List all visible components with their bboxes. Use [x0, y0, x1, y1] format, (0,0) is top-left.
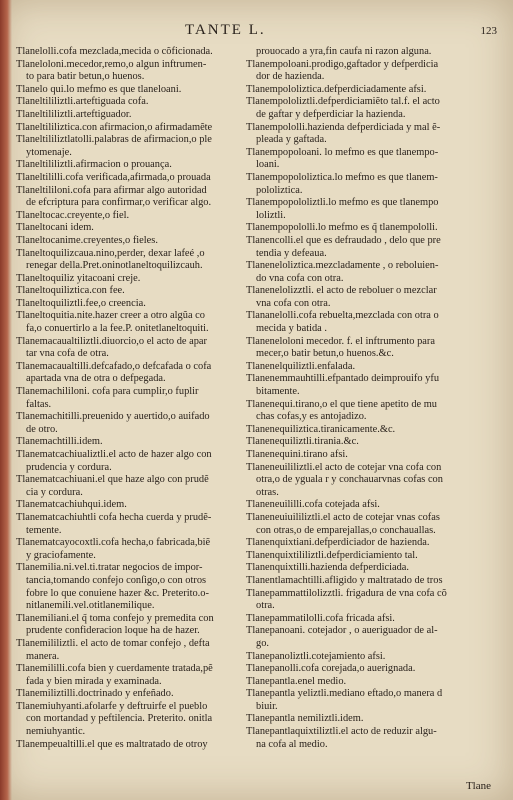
text-line: Tlaneltoquiliztli.fee,o creencia. [16, 297, 146, 309]
text-line: nemiuhyantic. [26, 726, 86, 738]
text-line: Tlaneloloni.mecedor,remo,o algun inftrumen- [16, 58, 207, 70]
page-gutter [0, 0, 12, 800]
text-line: Tlaneltoquilizcaua.nino,perder, dexar lafeé ,o [16, 247, 205, 259]
text-line: chas cofas,y es antojadizo. [256, 411, 367, 423]
text-line: na cofa al medio. [256, 738, 328, 750]
text-line: Tlanempopololiztica.lo mefmo es que tlanem- [246, 171, 438, 183]
text-line: Tlanenquixtililiztli.defperdiciamiento tal. [246, 549, 418, 561]
text-line: Tlanepammattilolizztli. frigadura de vna cofa cõ [246, 587, 447, 599]
text-line: Tlaneneloloni mecedor. f. el inftrumento para [246, 335, 435, 347]
text-line: Tlanematcachiuani.el que haze algo con prudẽ [16, 474, 209, 486]
text-line: mecer,o batir betun,o huenos.&c. [256, 348, 394, 360]
text-line: fada y bien mirada y examinada. [26, 675, 162, 687]
text-line: Tlaneneloliztica.mezcladamente , o reboluien- [246, 260, 439, 272]
text-line: prouocado a yra,fin caufa ni razon alguna. [256, 46, 432, 57]
text-line: tar vna cofa de otra. [26, 348, 109, 360]
text-line: Tlanematcachiualiztli.el acto de hazer algo con [16, 449, 212, 460]
text-line: biuir. [256, 700, 278, 712]
text-line: Tlanenequiliztica.tiranicamente.&c. [246, 423, 396, 435]
text-line: ytomenaje. [26, 146, 72, 158]
text-line: Tlanelolli.cofa mezclada,mecida o cõficionada. [16, 46, 213, 57]
text-line: Tlaneltoquiliztica.con fee. [16, 285, 125, 297]
text-line: Tlanemililiztli. el acto de tomar confejo , defta [16, 637, 210, 649]
text-line: Tlanepammatilolli.cofa fricada afsi. [246, 612, 395, 624]
text-line: Tlanemachtilli.idem. [16, 436, 103, 448]
text-line: Tlanempopololli.lo mefmo es q̃ tlanempololli. [246, 222, 438, 234]
text-line: go. [256, 637, 269, 649]
text-line: Tlanempololiztica.defperdiciadamente afsi. [246, 83, 427, 95]
text-line: dor de hazienda. [256, 71, 325, 83]
text-line: Tlaneltililiztli.arteftiguada cofa. [16, 96, 149, 108]
text-line: Tlanepanoliztli.cotejamiento afsi. [246, 650, 386, 662]
text-line: con otras,o de emparejallas,o conchauallas. [256, 524, 436, 536]
text-line: Tlaneneuililiztli.el acto de cotejar vna cofa con [246, 461, 442, 473]
text-line: Tlanemachililoni. cofa para cumplir,o fuplir [16, 386, 199, 398]
text-line: otra,o de yguala r y conchauarvnas cofas con [256, 474, 443, 486]
text-line: Tlanepanoani. cotejador , o aueriguador de al- [246, 625, 438, 637]
text-line: Tlanelo qui.lo mefmo es que tlaneloani. [16, 83, 182, 95]
text-line: Tlanemiliani.el q̃ toma confejo y premedita con [16, 612, 214, 624]
text-line: Tlanepantla yeliztli.mediano eftado,o manera d [246, 688, 443, 700]
text-line: to para batir betun,o huenos. [26, 71, 145, 83]
text-line: Tlanemachitilli.preuenido y auertido,o auifado [16, 411, 210, 423]
running-head: TANTE L. [185, 22, 266, 38]
text-line: nitlanemili.vel.otitlanemilique. [26, 600, 155, 612]
text-line: Tlaneltoquitia.nite.hazer creer a otro algũa co [16, 310, 205, 322]
text-line: pleada y gaftada. [256, 134, 327, 146]
text-line: Tlaneltoquiliz yitacoani creje. [16, 272, 141, 284]
text-line: prudencia y cordura. [26, 461, 112, 473]
text-line: Tlaneltocani idem. [16, 222, 94, 234]
text-line: Tlanempopololiztli.lo mefmo es que tlanempo [246, 197, 439, 209]
text-line: Tlananelolli.cofa rebuelta,mezclada con otra o [246, 310, 439, 322]
text-line: otras. [256, 486, 279, 498]
text-line: Tlaneltililiztlatolli.palabras de afirmacion,o ple [16, 134, 212, 146]
text-line: Tlanempololli.hazienda defperdiciada y mal ẽ- [246, 121, 441, 133]
text-line: vna cofa con otra. [256, 297, 331, 309]
text-line: pololiztica. [256, 184, 303, 196]
text-line: Tlanematcachiuhqui.idem. [16, 499, 127, 511]
text-line: Tlaneltililli.cofa verificada,afirmada,o prouada [16, 171, 211, 183]
text-line: prudente confideracion loque ha de hazer. [26, 625, 200, 637]
text-line: faltas. [26, 398, 52, 410]
text-line: Tlanenequini.tirano afsi. [246, 449, 348, 460]
text-line: y graciofamente. [26, 549, 96, 561]
text-line: Tlanempeualtilli.el que es maltratado de otroy [16, 738, 208, 750]
text-line: Tlanenemmauhtilli.efpantado deimprouifo yfu [246, 373, 440, 385]
text-line: Tlaneltililiztica.con afirmacion,o afirmadamẽte [16, 121, 213, 133]
text-line: con mortandad y peftilencia. Preterito. onitla [26, 713, 213, 725]
text-line: de efcriptura para confirmar,o verificar algo. [26, 197, 212, 209]
text-line: Tlanempololiztli.defperdiciamiẽto tal.f. el acto [246, 96, 440, 108]
text-line: loani. [256, 159, 280, 171]
text-line: otra. [256, 600, 275, 612]
text-line: Tlanepanolli.cofa corejada,o auerignada. [246, 663, 416, 675]
text-line: Tlaneltililiztli.arteftiguador. [16, 108, 132, 120]
text-line: Tlaneltocanime.creyentes,o fieles. [16, 234, 158, 246]
text-line: Tlanenequiliztli.tirania.&c. [246, 436, 359, 448]
text-line: loliztli. [256, 209, 286, 221]
text-line: Tlaneneuiuililiztli.el acto de cotejar vnas cofas [246, 511, 440, 523]
text-line: Tlaneneuililli.cofa cotejada afsi. [246, 499, 380, 511]
text-line: mecida y batida . [256, 323, 327, 335]
text-line: do vna cofa con otra. [256, 272, 344, 284]
text-line: Tlaneltililoni.cofa para afirmar algo autoridad [16, 184, 207, 196]
text-line: bitamente. [256, 386, 300, 398]
text-line: Tlanempopoloani. lo mefmo es que tlanempo- [246, 146, 439, 158]
left-column [16, 46, 236, 751]
text-line: Tlanencolli.el que es defraudado , delo que pre [246, 234, 441, 246]
text-line: Tlanemilia.ni.vel.ti.tratar negocios de impor- [16, 562, 203, 574]
text-line: Tlanenquixtiani.defperdiciador de hazienda. [246, 537, 430, 549]
text-line: fobre lo que conuiene hazer &c. Preterito.o- [26, 587, 209, 599]
text-line: Tlanenelolizztli. el acto de reboluer o mezclar [246, 285, 437, 297]
text-line: Tlanepantla nemiliztli.idem. [246, 713, 364, 725]
text-line: Tlanematcayocoxtli.cofa hecha,o fabricada,biẽ [16, 537, 211, 549]
page-header [0, 22, 513, 42]
text-line: Tlanentlamachtilli.afligido y maltratado de tros [246, 574, 443, 586]
text-line: de gaftar y defperdiciar la hazienda. [256, 108, 406, 120]
text-line: renegar della.Pret.oninotlaneltoquilizcauh. [26, 260, 203, 272]
text-line: tancia,tomando confejo conſigo,o con otros [26, 574, 207, 586]
text-line: Tlanemiliztilli.doctrinado y enfeñado. [16, 688, 174, 700]
page-number: 123 [480, 25, 497, 37]
text-line: Tlanepantla.enel medio. [246, 675, 347, 687]
catchword: Tlane [465, 780, 491, 792]
text-line: de otro. [26, 423, 58, 435]
text-line: Tlanemacaualtilli.defcafado,o defcafada o cofa [16, 360, 212, 372]
text-line: apartada vna de otra o defpegada. [26, 373, 166, 385]
text-line: temente. [26, 524, 62, 536]
text-line: Tlaneltocac.creyente,o fiel. [16, 209, 130, 221]
text-line: Tlanemililli.cofa bien y cuerdamente tratada,pẽ [16, 663, 213, 675]
right-column [246, 46, 504, 751]
text-line: Tlanematcachiuhtli cofa hecha cuerda y prudẽ- [16, 511, 212, 523]
text-line: tendia y defeaua. [256, 247, 327, 259]
text-line: Tlanepantlaquixtiliztli.el acto de reduzir algu- [246, 726, 437, 738]
text-line: Tlanenequi.tirano,o el que tiene apetito de mu [246, 398, 438, 410]
text-line: Tlaneltililiztli.afirmacion o prouança. [16, 159, 172, 171]
text-line: Tlanenquixtilli.hazienda defperdiciada. [246, 562, 410, 574]
text-line: Tlanemiuhyanti.afolarfe y deftruirfe el pueblo [16, 700, 208, 712]
text-line: fa,o conuertirlo a la fee.P. onitetlaneltoquiti. [26, 323, 209, 335]
text-line: manera. [26, 650, 60, 662]
text-line: Tlanempoloani.prodigo,gaftador y defperdicia [246, 58, 439, 70]
text-line: cia y cordura. [26, 486, 83, 498]
text-line: Tlanemacaualtiliztli.diuorcio,o el acto de apar [16, 335, 207, 347]
text-line: Tlanenelquiliztli.enfalada. [246, 360, 356, 372]
